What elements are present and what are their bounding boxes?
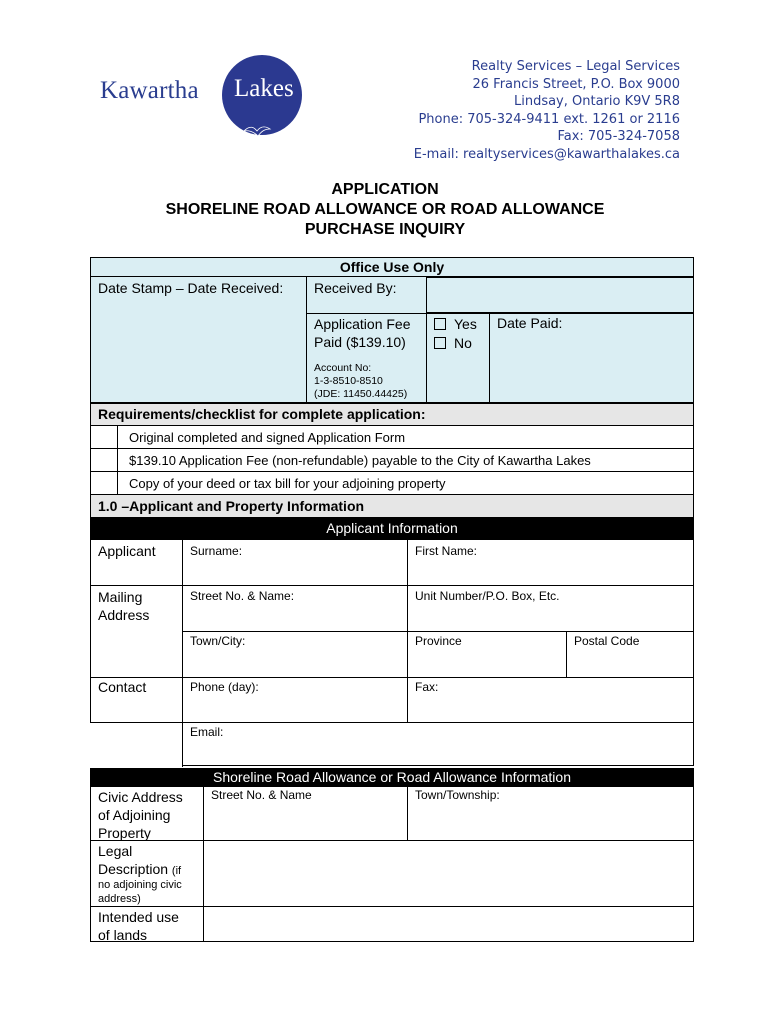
- divider: [182, 722, 183, 767]
- email-row: [183, 723, 694, 766]
- mailing-address-label: [98, 588, 149, 624]
- received-by-field[interactable]: [426, 277, 694, 313]
- divider: [407, 787, 408, 840]
- account-number: [314, 362, 407, 401]
- road-allowance-information-bar: Shoreline Road Allowance or Road Allowance Information: [90, 768, 694, 787]
- account-line-3: (JDE: 11450.44425): [314, 388, 408, 400]
- fee-paid-options: [434, 315, 477, 353]
- divider: [90, 585, 694, 586]
- legal-line-3: (if: [171, 865, 182, 877]
- mailing-label-line-1: Mailing: [98, 589, 143, 605]
- divider: [426, 313, 427, 403]
- address-line-department: Realty Services – Legal Services: [471, 59, 680, 74]
- intended-line-2: of lands: [98, 927, 148, 943]
- address-line-phone: Phone: 705-324-9411 ext. 1261 or 2116: [418, 111, 680, 127]
- civic-line-2: of Adjoining: [98, 807, 171, 823]
- kawartha-lakes-logo: [100, 55, 300, 145]
- requirement-item: Original completed and signed Application Form: [129, 430, 406, 445]
- intended-use-field[interactable]: [204, 907, 693, 941]
- yes-label: Yes: [454, 316, 477, 332]
- address-line-city: Lindsay, Ontario K9V 5R8: [513, 94, 680, 109]
- legal-note-line-1: no adjoining civic: [98, 879, 182, 891]
- address-line-fax: Fax: 705-324-7058: [557, 129, 680, 144]
- divider: [90, 677, 694, 678]
- date-paid-label: Date Paid:: [497, 315, 563, 331]
- requirement-item: $139.10 Application Fee (non-refundable) payable to the City of Kawartha Lakes: [129, 453, 591, 468]
- divider: [306, 313, 694, 314]
- legal-description-field[interactable]: [204, 841, 693, 905]
- phone-field[interactable]: Phone (day):: [190, 680, 259, 694]
- address-line-email: E-mail: realtyservices@kawarthalakes.ca: [413, 146, 680, 162]
- title-line-1: APPLICATION: [331, 181, 439, 198]
- fee-label: [314, 315, 411, 351]
- fee-label-line-1: Application Fee: [314, 316, 411, 332]
- town-city-field[interactable]: Town/City:: [190, 634, 246, 648]
- address-line-street: 26 Francis Street, P.O. Box 9000: [472, 76, 680, 92]
- legal-description-label: [98, 842, 181, 880]
- civic-line-3: Property: [98, 825, 151, 841]
- intended-use-label: [98, 908, 179, 944]
- legal-note: [98, 878, 182, 906]
- received-by-label: Received By:: [314, 280, 397, 296]
- checkbox-icon[interactable]: [434, 318, 446, 330]
- divider: [306, 276, 307, 403]
- legal-line-2: Description: [98, 861, 169, 877]
- logo-text: [100, 77, 199, 105]
- divider: [182, 631, 694, 632]
- title-line-3: PURCHASE INQUIRY: [304, 221, 466, 238]
- province-field[interactable]: Province: [415, 634, 462, 648]
- unit-field[interactable]: Unit Number/P.O. Box, Etc.: [415, 589, 560, 603]
- bird-icon: [242, 119, 272, 141]
- document-title: [0, 180, 770, 240]
- legal-line-1: Legal: [98, 843, 133, 859]
- contact-address: [414, 58, 680, 163]
- street-field[interactable]: Street No. & Name:: [190, 589, 295, 603]
- fee-yes-option[interactable]: [434, 315, 477, 334]
- postal-code-field[interactable]: Postal Code: [574, 634, 640, 648]
- date-stamp-label: Date Stamp – Date Received:: [98, 280, 284, 296]
- office-use-heading: Office Use Only: [339, 259, 445, 275]
- logo-word-1: Kawartha: [100, 77, 199, 104]
- fee-no-option[interactable]: [434, 334, 477, 353]
- checkbox-icon[interactable]: [434, 337, 446, 349]
- town-township-field[interactable]: Town/Township:: [415, 788, 500, 802]
- legal-note-line-2: address): [98, 893, 141, 905]
- no-label: No: [454, 335, 472, 351]
- intended-line-1: Intended use: [98, 909, 179, 925]
- civic-street-field[interactable]: Street No. & Name: [211, 788, 312, 802]
- fee-label-line-2: Paid ($139.10): [314, 334, 406, 350]
- mailing-label-line-2: Address: [98, 607, 150, 623]
- civic-line-1: Civic Address: [98, 789, 183, 805]
- divider: [407, 540, 408, 722]
- civic-address-label: [98, 788, 183, 842]
- logo-word-2: Lakes: [234, 75, 294, 102]
- section-1-heading: 1.0 –Applicant and Property Information: [98, 498, 365, 514]
- applicant-information-bar: Applicant Information: [90, 518, 694, 540]
- fax-field[interactable]: Fax:: [415, 680, 439, 694]
- contact-label: Contact: [98, 679, 147, 695]
- account-line-2: 1-3-8510-8510: [314, 375, 383, 387]
- requirements-heading: Requirements/checklist for complete application:: [98, 406, 426, 422]
- applicant-label: Applicant: [98, 543, 156, 559]
- email-field[interactable]: Email:: [190, 725, 224, 739]
- title-line-2: SHORELINE ROAD ALLOWANCE OR ROAD ALLOWANCE: [165, 201, 605, 218]
- account-line-1: Account No:: [314, 362, 372, 374]
- requirement-item: Copy of your deed or tax bill for your adjoining property: [129, 476, 446, 491]
- surname-field[interactable]: Surname:: [190, 544, 243, 558]
- divider: [489, 313, 490, 403]
- divider: [566, 631, 567, 677]
- first-name-field[interactable]: First Name:: [415, 544, 478, 558]
